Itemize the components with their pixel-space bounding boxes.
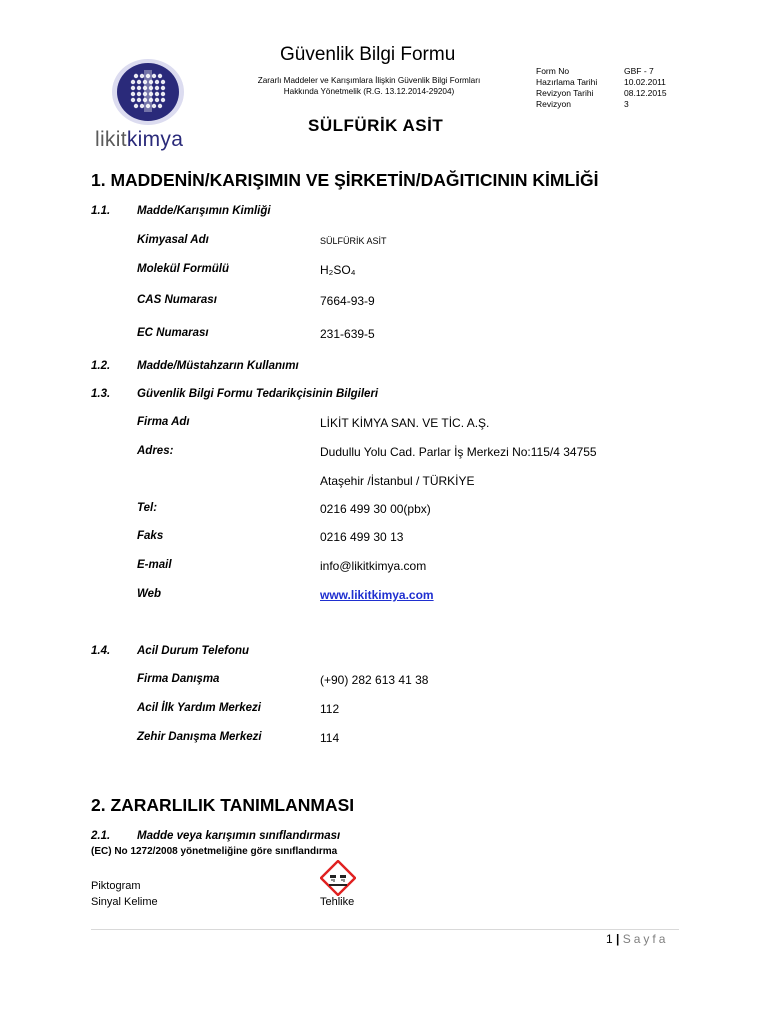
logo-wordmark: likitkimya xyxy=(95,128,184,151)
meta-row-revizyon-tarihi: Revizyon Tarihi 08.12.2015 xyxy=(536,88,667,98)
faks-value: 0216 499 30 13 xyxy=(320,530,404,544)
footer-divider xyxy=(91,929,679,930)
firma-adi-label: Firma Adı xyxy=(137,416,190,428)
section-1-2-title: Madde/Müstahzarın Kullanımı xyxy=(137,360,299,372)
web-label: Web xyxy=(137,588,162,600)
molekul-formulu-label: Molekül Formülü xyxy=(137,263,229,275)
regulation-text: (EC) No 1272/2008 yönetmeliğine göre sınıflandırma xyxy=(91,846,338,857)
ec-value: 231-639-5 xyxy=(320,327,375,341)
acil-ilk-yardim-label: Acil İlk Yardım Merkezi xyxy=(137,702,262,714)
acil-ilk-yardim-value: 112 xyxy=(320,702,340,716)
section-1-1-number: 1.1. xyxy=(91,205,111,217)
meta-row-revizyon: Revizyon 3 xyxy=(536,99,629,109)
firma-danisma-label: Firma Danışma xyxy=(137,673,220,685)
email-label: E-mail xyxy=(137,559,172,571)
tel-label: Tel: xyxy=(137,502,158,514)
document-subtitle: Zararlı Maddeler ve Karışımlara İlişkin Güvenlik Bilgi Formları Hakkında Yönetmelik (R.G. 13.12.2014-29204) xyxy=(257,76,481,96)
faks-label: Faks xyxy=(137,530,164,542)
sinyal-kelime-label: Sinyal Kelime xyxy=(91,896,158,908)
cas-label: CAS Numarası xyxy=(137,294,217,306)
page-footer xyxy=(606,932,668,946)
cas-value: 7664-93-9 xyxy=(320,294,375,308)
section-1-1-title: Madde/Karışımın Kimliği xyxy=(137,205,271,217)
product-name: SÜLFÜRİK ASİT xyxy=(308,116,444,135)
section-1-3-number: 1.3. xyxy=(91,388,111,400)
page-word: Sayfa xyxy=(622,932,669,946)
section-2-1-title: Madde veya karışımın sınıflandırması xyxy=(137,830,341,842)
email-value: info@likitkimya.com xyxy=(320,559,427,573)
adres-label: Adres: xyxy=(137,445,174,457)
section-1-4-title: Acil Durum Telefonu xyxy=(137,645,250,657)
document-title: Güvenlik Bilgi Formu xyxy=(280,44,456,65)
zehir-danisma-value: 114 xyxy=(320,731,340,745)
section-2-1-number: 2.1. xyxy=(91,830,111,842)
ec-label: EC Numarası xyxy=(137,327,209,339)
firma-adi-value: LİKİT KİMYA SAN. VE TİC. A.Ş. xyxy=(320,416,490,430)
web-link[interactable]: www.likitkimya.com xyxy=(320,588,434,602)
kimyasal-adi-value: SÜLFÜRİK ASİT xyxy=(320,236,387,246)
meta-row-hazirlama: Hazırlama Tarihi 10.02.2011 xyxy=(536,77,666,87)
form-meta-table xyxy=(536,66,667,110)
section-1-4-number: 1.4. xyxy=(91,645,111,657)
adres-line2: Ataşehir /İstanbul / TÜRKİYE xyxy=(320,474,475,488)
tel-value: 0216 499 30 00(pbx) xyxy=(320,502,431,516)
piktogram-label: Piktogram xyxy=(91,880,141,892)
page-number: 1 xyxy=(606,932,613,946)
firma-danisma-value: (+90) 282 613 41 38 xyxy=(320,673,429,687)
adres-line1: Dudullu Yolu Cad. Parlar İş Merkezi No:115/4 34755 xyxy=(320,445,597,459)
corrosion-ghs05-icon xyxy=(320,860,356,896)
section-2-heading: 2. ZARARLILIK TANIMLANMASI xyxy=(91,795,355,815)
section-1-heading: 1. MADDENİN/KARIŞIMIN VE ŞİRKETİN/DAĞITICININ KİMLİĞİ xyxy=(91,170,599,190)
zehir-danisma-label: Zehir Danışma Merkezi xyxy=(137,731,262,743)
footer-separator: | xyxy=(616,932,620,946)
sinyal-kelime-value: Tehlike xyxy=(320,896,355,908)
logo-emblem-icon xyxy=(92,58,204,130)
section-1-3-title: Güvenlik Bilgi Formu Tedarikçisinin Bilgileri xyxy=(137,388,379,400)
kimyasal-adi-label: Kimyasal Adı xyxy=(137,234,209,246)
section-1-2-number: 1.2. xyxy=(91,360,111,372)
meta-row-form-no: Form No GBF - 7 xyxy=(536,66,654,76)
molekul-formulu-value: H₂SO₄ xyxy=(320,263,356,277)
